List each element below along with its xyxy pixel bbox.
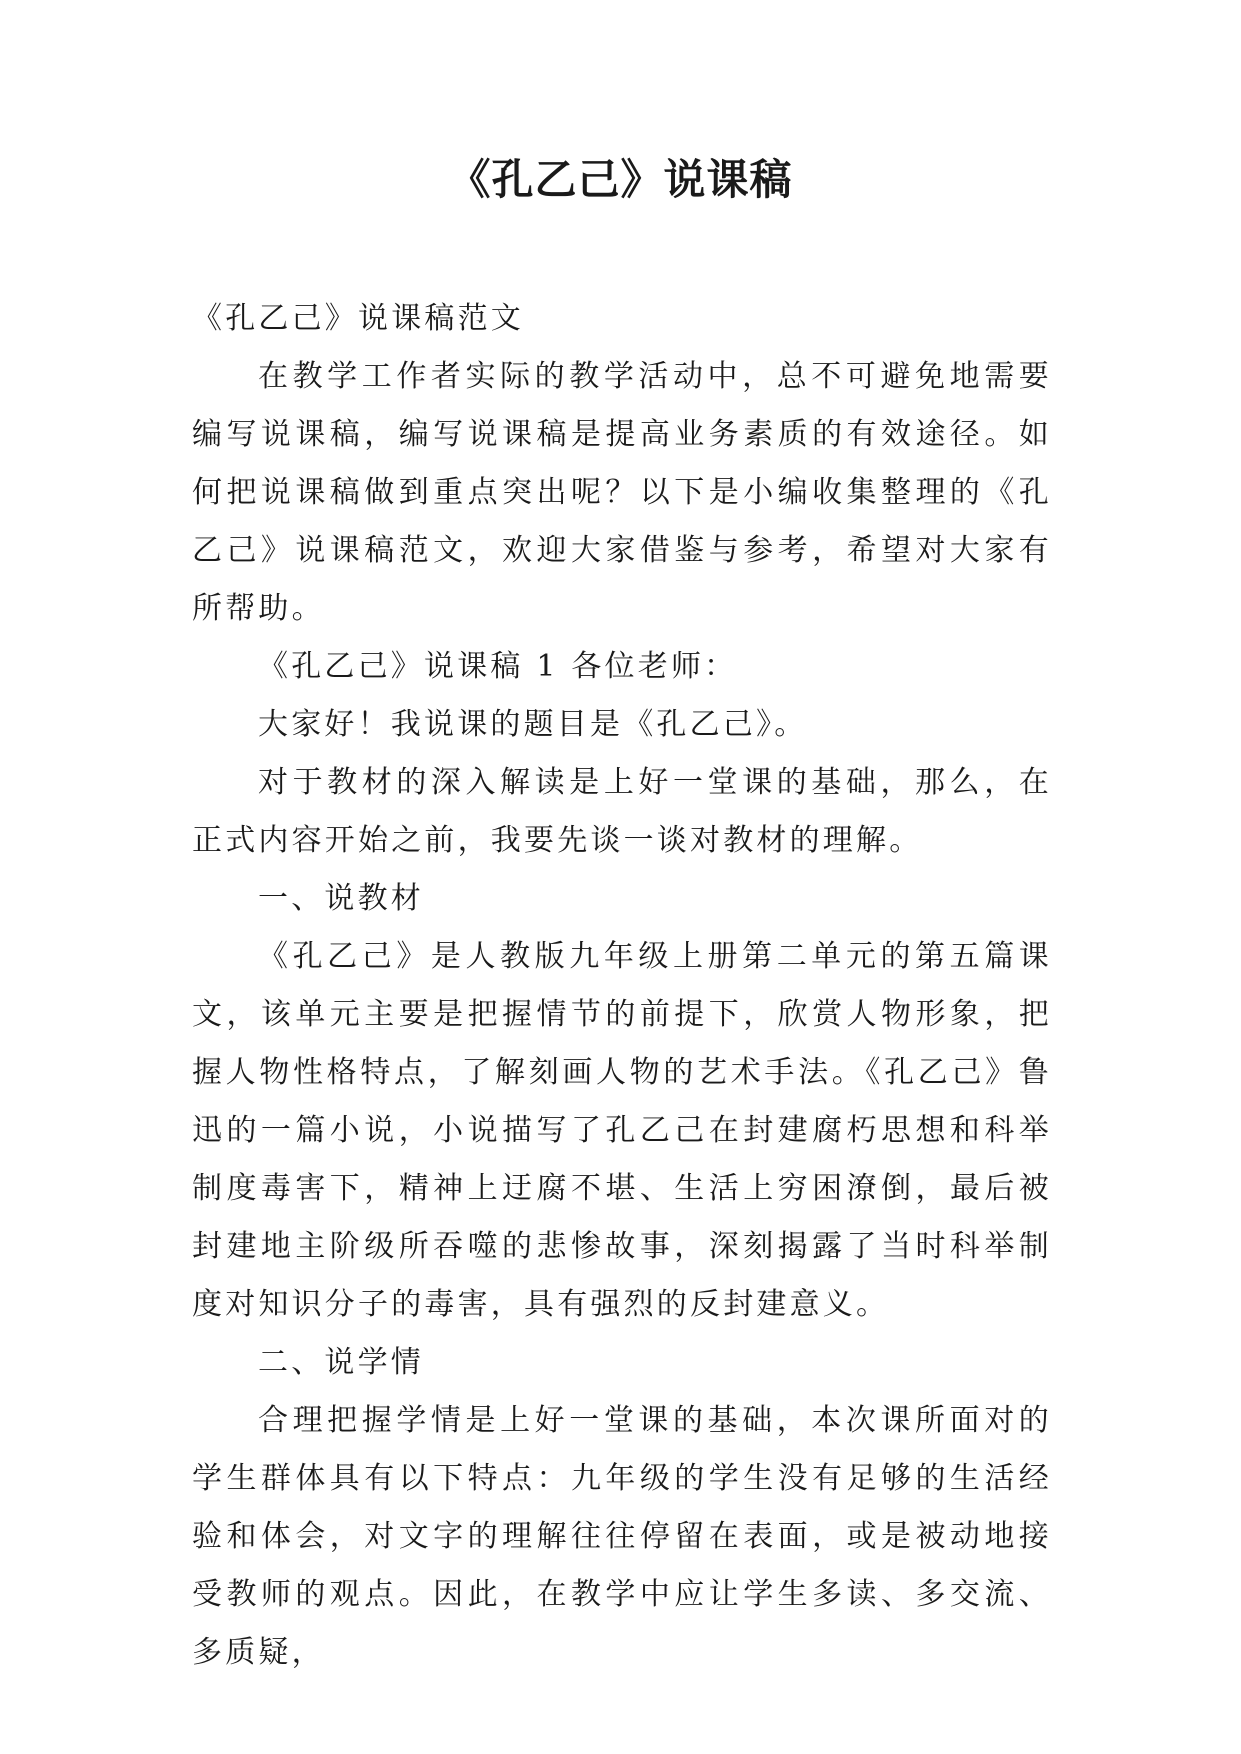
intro-paragraph: 在教学工作者实际的教学活动中，总不可避免地需要编写说课稿，编写说课稿是提高业务素质的有效途径。如何把说课稿做到重点突出呢？以下是小编收集整理的《孔乙己》说课稿范文，欢迎大家借鉴与参考，希望对大家有所帮助。: [192, 359, 1052, 626]
section-heading: 二、说学情: [258, 1345, 424, 1380]
subtitle-paragraph: 《孔乙己》说课稿范文: [192, 301, 524, 336]
topic-paragraph: 大家好！我说课的题目是《孔乙己》。: [258, 707, 808, 742]
greeting-paragraph: 《孔乙己》说课稿 1 各位老师：: [258, 649, 738, 684]
document-body: [192, 290, 1052, 1682]
textbook-paragraph: 《孔乙己》是人教版九年级上册第二单元的第五篇课文，该单元主要是把握情节的前提下，欣赏人物形象，把握人物性格特点，了解刻画人物的艺术手法。《孔乙己》鲁迅的一篇小说，小说描写了孔乙己在封建腐朽思想和科举制度毒害下，精神上迂腐不堪、生活上穷困潦倒，最后被封建地主阶级所吞噬的悲惨故事，深刻揭露了当时科举制度对知识分子的毒害，具有强烈的反封建意义。: [192, 939, 1052, 1322]
section-heading: 一、说教材: [258, 881, 424, 916]
learner-paragraph: 合理把握学情是上好一堂课的基础，本次课所面对的学生群体具有以下特点：九年级的学生没有足够的生活经验和体会，对文字的理解往往停留在表面，或是被动地接受教师的观点。因此，在教学中应让学生多读、多交流、多质疑，: [192, 1403, 1052, 1670]
document-title: 《孔乙己》说课稿: [448, 155, 793, 204]
preface-paragraph: 对于教材的深入解读是上好一堂课的基础，那么，在正式内容开始之前，我要先谈一谈对教材的理解。: [192, 765, 1052, 858]
